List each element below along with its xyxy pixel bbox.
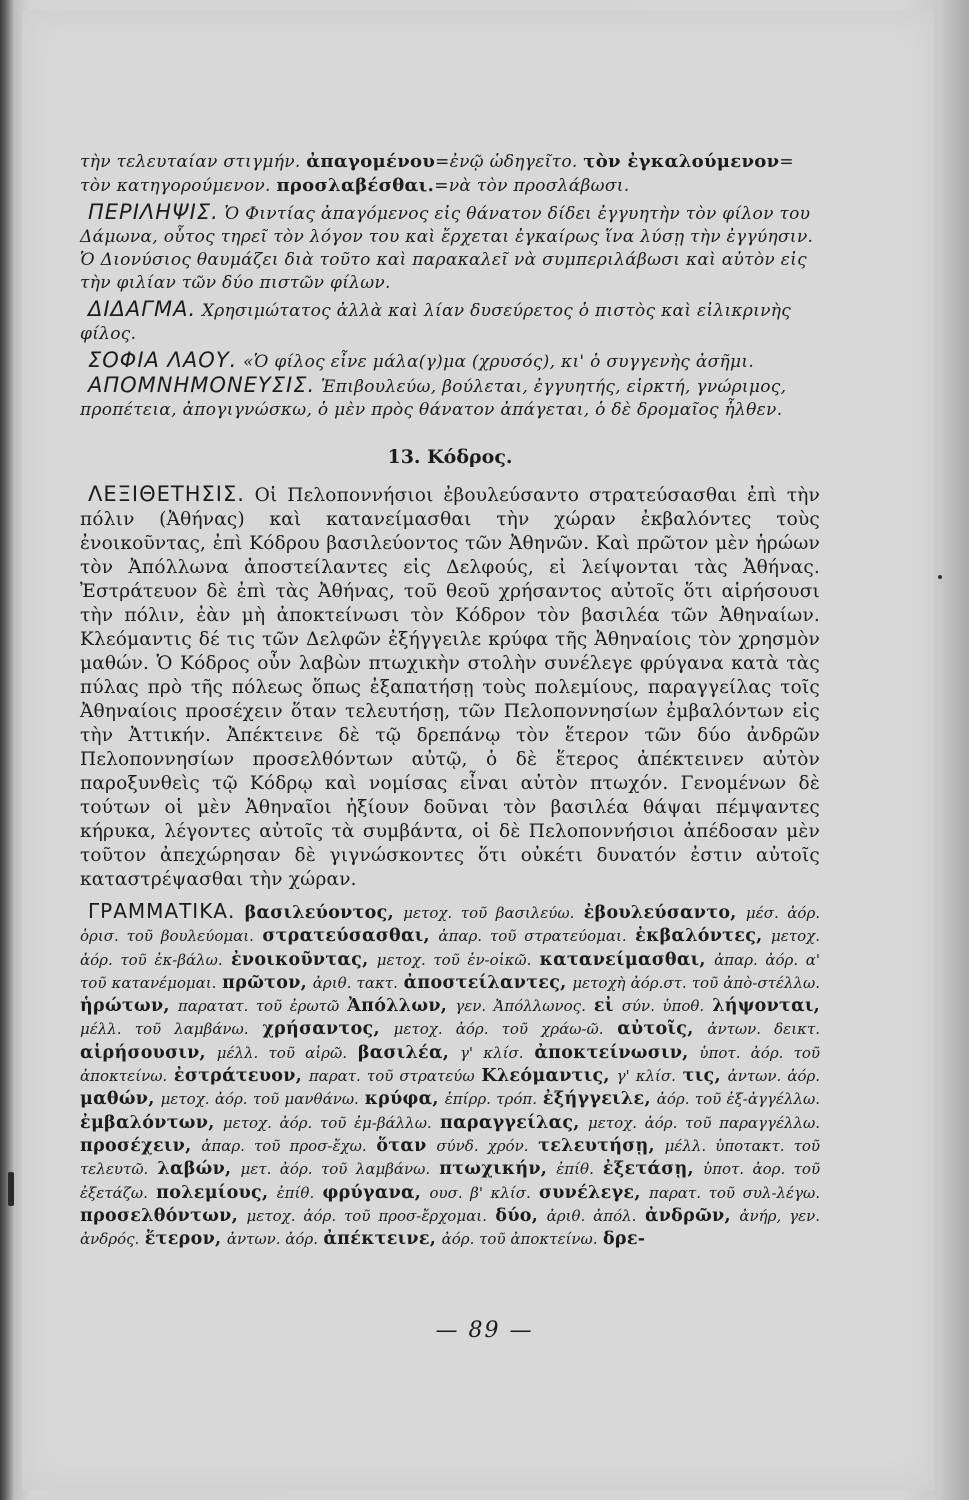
grammar-word: χρήσαντος, — [262, 1019, 380, 1040]
proverb-paragraph — [80, 349, 820, 374]
main-text-paragraph — [80, 482, 820, 892]
proverb-text: «Ὁ φίλος εἶνε μάλα(γ)μα (χρυσός), κι' ὁ συγγενὴς ἀσῆμι. — [237, 352, 755, 372]
memorize-heading: ΑΠΟΜΝΗΜΟΝΕΥΣΙΣ. — [88, 373, 316, 397]
grammar-word: λήψονται, — [712, 996, 821, 1017]
grammar-description: μετοχ. ἀόρ. τοῦ μανθάνω. — [160, 1090, 359, 1109]
grammar-word: πολεμίους, — [156, 1182, 269, 1203]
grammar-description: ἀντων. ἀόρ. — [727, 1067, 821, 1086]
scan-edge-mark — [8, 1172, 14, 1206]
grammar-word: κατανείμασθαι, — [539, 949, 706, 970]
grammar-word: μαθών, — [80, 1089, 155, 1110]
grammar-description: γεν. Ἀπόλλωνος. — [455, 997, 586, 1016]
grammar-word: Κλεόμαντις, — [481, 1066, 610, 1087]
grammar-word: αὐτοῖς, — [617, 1019, 694, 1040]
grammar-description: μετοχ. ἀόρ. τοῦ παραγγέλλω. — [587, 1113, 821, 1132]
ink-speck — [938, 575, 942, 579]
grammar-word: προσέχειν, — [80, 1135, 192, 1156]
grammar-word: κρύφα, — [364, 1089, 439, 1110]
lesson-paragraph — [80, 298, 820, 346]
lesson-heading: ΔΙΔΑΓΜΑ. — [88, 297, 197, 321]
gloss-term: ἀπαγομένου — [306, 151, 436, 172]
grammar-description: μέλλ. ὑποτακτ. τοῦ τελευτῶ. — [80, 1136, 821, 1179]
grammar-word: προσελθόντων, — [80, 1205, 238, 1226]
grammar-description: μετ. ἀόρ. τοῦ λαμβάνω. — [240, 1160, 431, 1179]
grammar-description: γ' κλίσ. — [616, 1067, 676, 1086]
grammar-word: δύο, — [495, 1205, 539, 1226]
page-number: — 89 — — [435, 1318, 534, 1343]
lesson-text: Χρησιμώτατος ἀλλὰ καὶ λίαν δυσεύρετος ὁ πιστὸς καὶ εἰλικρινὴς φίλος. — [80, 301, 792, 344]
proverb-heading: ΣΟΦΙΑ ΛΑΟΥ. — [88, 348, 238, 372]
grammar-word: δρε- — [602, 1229, 646, 1250]
grammar-description: μέσ. ἀόρ. ὁρισ. τοῦ βουλεύομαι. — [80, 904, 821, 946]
grammar-word: ἀνδρῶν, — [644, 1205, 731, 1226]
grammar-word: ἐβουλεύσαντο, — [583, 903, 737, 923]
grammar-description: ἀόρ. τοῦ ἐξ-ἀγγέλλω. — [656, 1090, 820, 1109]
grammar-description: ουσ. β' κλίσ. — [429, 1183, 531, 1202]
grammar-description: ἀόρ. τοῦ ἀποκτείνω. — [441, 1230, 598, 1249]
gloss-term: προσλαβέσθαι. — [276, 175, 435, 196]
grammar-word: ἐξετάσῃ, — [602, 1159, 694, 1180]
grammar-description: ἀριθ. τακτ. — [312, 973, 398, 992]
grammar-description: γ' κλίσ. — [459, 1043, 524, 1062]
grammar-description: μετοχ. ἀόρ. τοῦ χράω-ῶ. — [393, 1020, 604, 1039]
memorize-paragraph — [80, 374, 820, 422]
grammar-word: τις, — [682, 1066, 721, 1087]
grammar-description: παρατ. τοῦ στρατεύω — [308, 1067, 475, 1086]
grammar-description: μετοχ. ἀόρ. τοῦ ἐκ-βάλω. — [80, 927, 820, 969]
grammar-word: ὅταν — [376, 1135, 427, 1156]
grammar-description: ἀνήρ, γεν. ἀνδρός. — [80, 1206, 821, 1249]
grammar-word: ἀπέκτεινε, — [323, 1229, 437, 1250]
gloss-text: =ἐνῷ ὡδηγεῖτο. — [435, 152, 584, 172]
grammar-description: μέλλ. τοῦ αἱρῶ. — [216, 1043, 347, 1062]
main-text-heading: ΛΕΞΙΘΕΤΗΣΙΣ. — [88, 482, 245, 506]
grammar-word: ἡρώτων, — [80, 996, 170, 1017]
grammar-description: σύνδ. χρόν. — [436, 1136, 529, 1155]
grammar-word: ἐνοικοῦντας, — [230, 949, 369, 970]
grammar-word: φρύγανα, — [322, 1182, 422, 1203]
grammar-word: πρῶτον, — [222, 972, 308, 993]
grammar-description: παρατατ. τοῦ ἐρωτῶ — [177, 997, 340, 1016]
grammar-word: συνέλεγε, — [539, 1182, 641, 1203]
grammar-description: μετοχ. ἀόρ. τοῦ ἐμ-βάλλω. — [222, 1113, 432, 1132]
summary-text: Ὁ Φιντίας ἀπαγόμενος εἰς θάνατον δίδει ἐγγυητὴν τὸν φίλον του Δάμωνα, οὗτος τηρεῖ τὸν λόγον του καὶ ἔρχεται ἐγκαίρως ἵνα λύσῃ τὴν ἐγγύησιν. Ὁ Διονύσιος θαυμάζει διὰ τοῦτο καὶ παρακαλεῖ νὰ συμπεριλάβωσι καὶ αὐτὸν εἰς τὴν φιλίαν τῶν δύο πιστῶν φίλων. — [80, 204, 814, 293]
grammar-description: ἀντων. δεικτ. — [707, 1020, 821, 1039]
grammar-description: μετοχὴ ἀόρ.στ. τοῦ ἀπὸ-στέλλω. — [572, 973, 820, 992]
main-text: Οἱ Πελοποννήσιοι ἐβουλεύσαντο στρατεύσασθαι ἐπὶ τὴν πόλιν (Ἀθήνας) καὶ κατανείμασθαι τὴν χώραν ἐκβαλόντες τοὺς ἐνοικοῦντας, ἐπὶ Κόδρου βασιλεύοντος τῶν Ἀθηνῶν. Καὶ πρῶτον μὲν ἡρώων τὸν Ἀπόλλωνα ἀποστείλαντες εἰς Δελφούς, εἰ λείψονται τὰς Ἀθήνας. Ἐστράτευον δὲ ἐπὶ τὰς Ἀθήνας, τοῦ θεοῦ χρήσαντος αὐτοῖς ὅτι αἱρήσουσι τὴν πόλιν, ἐὰν μὴ ἀποκτείνωσι τὸν Κόδρον τὸν βασιλέα τῶν Ἀθηναίων. Κλεόμαντις δέ τις τῶν Δελφῶν ἐξήγγειλε κρύφα τῆς Ἀθηναίοις τὸν χρησμὸν μαθών. Ὁ Κόδρος οὖν λαβὼν πτωχικὴν στολὴν συνέλεγε φρύγανα κατὰ τὰς πύλας πρὸ τῆς πόλεως ὅπως ἐξαπατήσῃ τοὺς πολεμίους, παραγγείλας τοῖς Ἀθηναίοις προσέχειν ὅταν τελευτήσῃ, τῶν Πελοποννησίων ἐμβαλόντων εἰς τὴν Ἀττικήν. Ἀπέκτεινε δὲ τῷ δρεπάνῳ τὸν ἕτερον τῶν δύο ἀνδρῶν Πελοποννησίων προσελθόντων αὐτῷ, ὁ δὲ ἕτερος ἀπέκτεινεν αὐτὸν παροξυνθεὶς τῷ Κόδρῳ καὶ νομίσας εἶναι αὐτὸν πτωχόν. Γενομένων δὲ τούτων οἱ μὲν Ἀθηναῖοι ἠξίουν δοῦναι τὸν βασιλέα θάψαι πέμψαντες κήρυκα, λέγοντες αὐτοῖς τὰ συμβάντα, οἱ δὲ Πελοποννήσιοι ἀπέδοσαν μὲν τοῦτον ἀπεχώρησαν δὲ γιγνώσκοντες ὅτι οὐκέτι δυνατόν ἐστιν αὐτοῖς καταστρέψασθαι τὴν χώραν. — [80, 485, 820, 890]
grammar-description: ἀπαρ. ἀόρ. α' τοῦ κατανέμομαι. — [80, 950, 821, 992]
grammar-word: λαβών, — [157, 1159, 232, 1180]
grammar-description: παρατ. τοῦ συλ-λέγω. — [648, 1183, 821, 1202]
grammar-description: ἀριθ. ἀπόλ. — [546, 1206, 637, 1225]
grammar-word: ἐστράτευον, — [173, 1066, 303, 1087]
summary-heading: ΠΕΡΙΛΗΨΙΣ. — [88, 200, 219, 224]
gloss-text: = — [779, 152, 794, 172]
memorize-text: Ἐπιβουλεύω, βούλεται, ἐγγυητής, εἱρκτή, γνώριμος, προπέτεια, ἀπογιγνώσκω, ὁ μὲν πρὸς θάνατον ἀπάγεται, ὁ δὲ δρομαῖος ἦλθεν. — [80, 377, 787, 420]
section-title: 13. Κόδρος. — [387, 446, 513, 468]
grammar-word: παραγγείλας, — [440, 1112, 580, 1133]
grammar-description: μετοχ. τοῦ βασιλεύω. — [403, 904, 575, 922]
grammar-description: ὑποτ. ἀόρ. τοῦ ἀποκτείνω. — [80, 1043, 821, 1086]
grammar-description: ἀπαρ. τοῦ προσ-ἔχω. — [201, 1136, 367, 1155]
grammar-word: ἐκβαλόντες, — [635, 926, 763, 947]
grammar-description: ἐπίθ. — [276, 1183, 315, 1202]
grammar-word: πτωχικήν, — [439, 1159, 548, 1180]
gloss-text: τὴν τελευταίαν στιγμήν. — [80, 152, 307, 172]
gloss-term: τὸν ἐγκαλούμενον — [583, 151, 780, 172]
grammar-description: ἀπαρ. τοῦ στρατεύομαι. — [438, 927, 627, 946]
grammar-word: ἐξήγγειλε, — [542, 1089, 651, 1110]
grammar-word: ἐμβαλόντων, — [80, 1112, 215, 1133]
grammar-word: ἀποστείλαντες, — [403, 972, 567, 993]
gloss-text: τὸν κατηγορούμενον. — [80, 176, 277, 196]
grammar-word: Ἀπόλλων, — [347, 996, 448, 1017]
grammar-word: ἕτερον, — [144, 1229, 222, 1250]
grammar-word: βασιλεύοντος, — [244, 903, 394, 923]
grammar-description: μετοχ. ἀόρ. τοῦ προσ-ἔρχομαι. — [246, 1206, 487, 1225]
summary-paragraph — [80, 201, 820, 295]
grammar-word: βασιλέα, — [357, 1042, 450, 1063]
grammar-description: σύν. ὑποθ. — [621, 997, 705, 1016]
grammar-word: εἰ — [593, 996, 614, 1017]
grammar-word: αἱρήσουσιν, — [80, 1042, 206, 1063]
glossary-lines — [80, 150, 820, 198]
gloss-text: =νὰ τὸν προσλάβωσι. — [434, 176, 630, 196]
grammar-word: στρατεύσασθαι, — [262, 926, 430, 947]
grammar-description: μετοχ. τοῦ ἐν-οἰκῶ. — [376, 950, 532, 969]
grammar-description: ἀντων. ἀόρ. — [226, 1230, 318, 1249]
grammar-description: ἐπίθ. — [556, 1160, 594, 1179]
grammar-paragraph — [80, 900, 820, 1251]
page-content — [80, 150, 820, 1251]
grammar-description: ὑποτ. ἀορ. τοῦ ἐξετάζω. — [80, 1160, 821, 1202]
grammar-word: ἀποκτείνωσιν, — [534, 1042, 689, 1063]
grammar-description: ἐπίρρ. τρόπ. — [444, 1090, 537, 1109]
grammar-word: τελευτήσῃ, — [538, 1135, 655, 1156]
grammar-heading: ΓΡΑΜΜΑΤΙΚΑ. — [88, 899, 236, 923]
grammar-description: μέλλ. τοῦ λαμβάνω. — [80, 1020, 249, 1039]
